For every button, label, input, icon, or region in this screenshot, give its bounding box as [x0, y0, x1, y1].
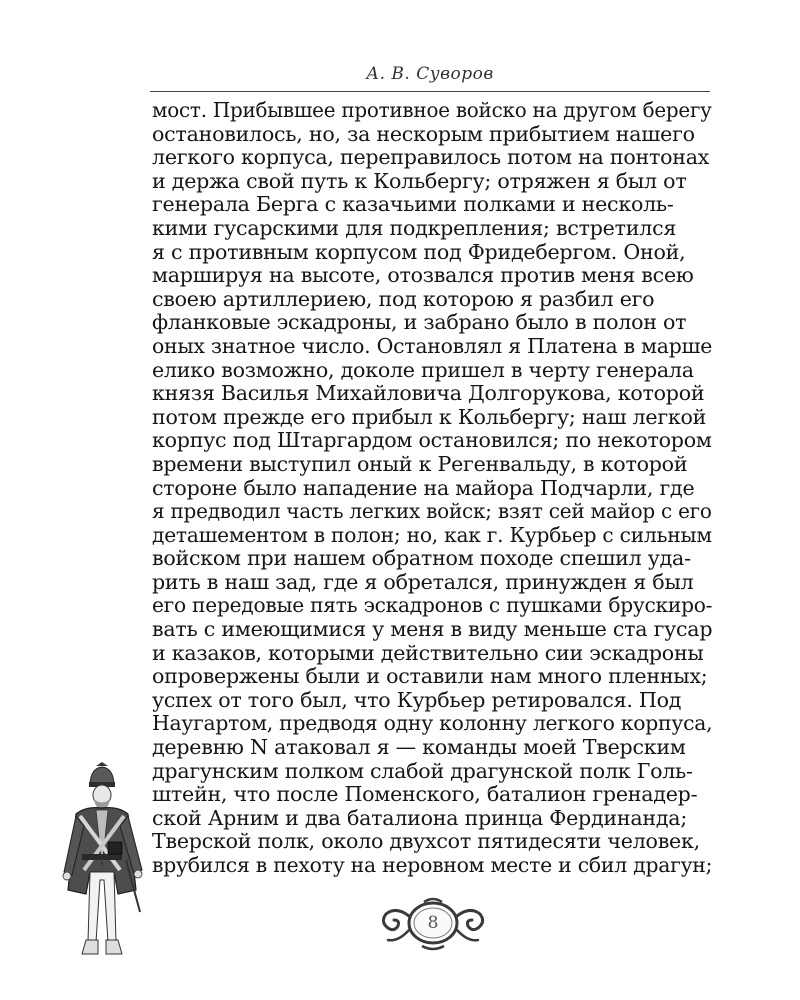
text-line: Тверской полк, около двухсот пятидесяти человек,	[152, 829, 700, 854]
text-line: врубился в пехоту на неровном месте и сбил драгун;	[152, 853, 713, 877]
text-line: я с противным корпусом под Фридебергом. Оной,	[152, 239, 686, 264]
text-line: Наугартом, предводя одну колонну легкого корпуса,	[152, 711, 713, 736]
text-line: кими гусарскими для подкрепления; встретился	[152, 215, 677, 240]
soldier-illustration-icon	[52, 762, 152, 957]
text-line: ской Арним и два баталиона принца Фердинанда;	[152, 805, 688, 830]
text-line: фланковые эскадроны, и забрано было в полон от	[152, 310, 687, 335]
text-line: стороне было нападение на майора Подчарли, где	[152, 475, 695, 500]
text-line: штейн, что после Поменского, баталион гренадер-	[152, 782, 698, 807]
text-line: вать с имеющимися у меня в виду меньше ста гусар	[152, 617, 713, 642]
text-line: рить в наш зад, где я обретался, принужден я был	[152, 569, 694, 594]
running-head: А. В. Суворов	[366, 64, 494, 84]
header-rule	[150, 91, 710, 92]
page-number-cartouche	[378, 896, 488, 952]
body-text	[152, 99, 712, 878]
text-line: потом прежде его прибыл к Кольбергу; наш легкой	[152, 404, 707, 429]
text-line: остановилось, но, за нескорым прибытием нашего	[152, 121, 695, 146]
text-line: мост. Прибывшее противное войско на другом берегу	[152, 98, 712, 122]
text-line: и держа свой путь к Кольбергу; отряжен я был от	[152, 168, 687, 193]
text-line: успех от того был, что Курбьер ретировался. Под	[152, 687, 682, 712]
text-line: елико возможно, доколе пришел в черту генерала	[152, 357, 694, 382]
text-line: оных знатное число. Остановлял я Платена в марше	[152, 333, 713, 358]
text-line: своею артиллериею, под которою я разбил его	[152, 286, 655, 311]
page-number: 8	[427, 913, 439, 933]
text-line: его передовые пять эскадронов с пушками брускиро-	[152, 593, 713, 618]
text-line: князя Василья Михайловича Долгорукова, которой	[152, 381, 705, 406]
text-line: маршируя на высоте, отозвался против меня всею	[152, 263, 694, 288]
text-line: драгунским полком слабой драгунской полк Голь-	[152, 758, 693, 783]
text-line: генерала Берга с казачьими полками и несколь-	[152, 192, 674, 217]
text-line: опровержены были и оставили нам много пленных;	[152, 664, 708, 689]
text-line: деташементом в полон; но, как г. Курбьер с сильным	[152, 522, 712, 547]
text-line: легкого корпуса, переправилось потом на понтонах	[152, 145, 710, 170]
text-line: деревню N атаковал я — команды моей Тверским	[152, 735, 686, 760]
text-line: времени выступил оный к Регенвальду, в которой	[152, 451, 688, 476]
text-line: и казаков, которыми действительно сии эскадроны	[152, 640, 704, 665]
text-line: корпус под Штаргардом остановился; по некотором	[152, 428, 712, 453]
text-line: я предводил часть легких войск; взят сей майор с его	[152, 499, 712, 524]
text-line: войском при нашем обратном походе спешил уда-	[152, 546, 691, 571]
